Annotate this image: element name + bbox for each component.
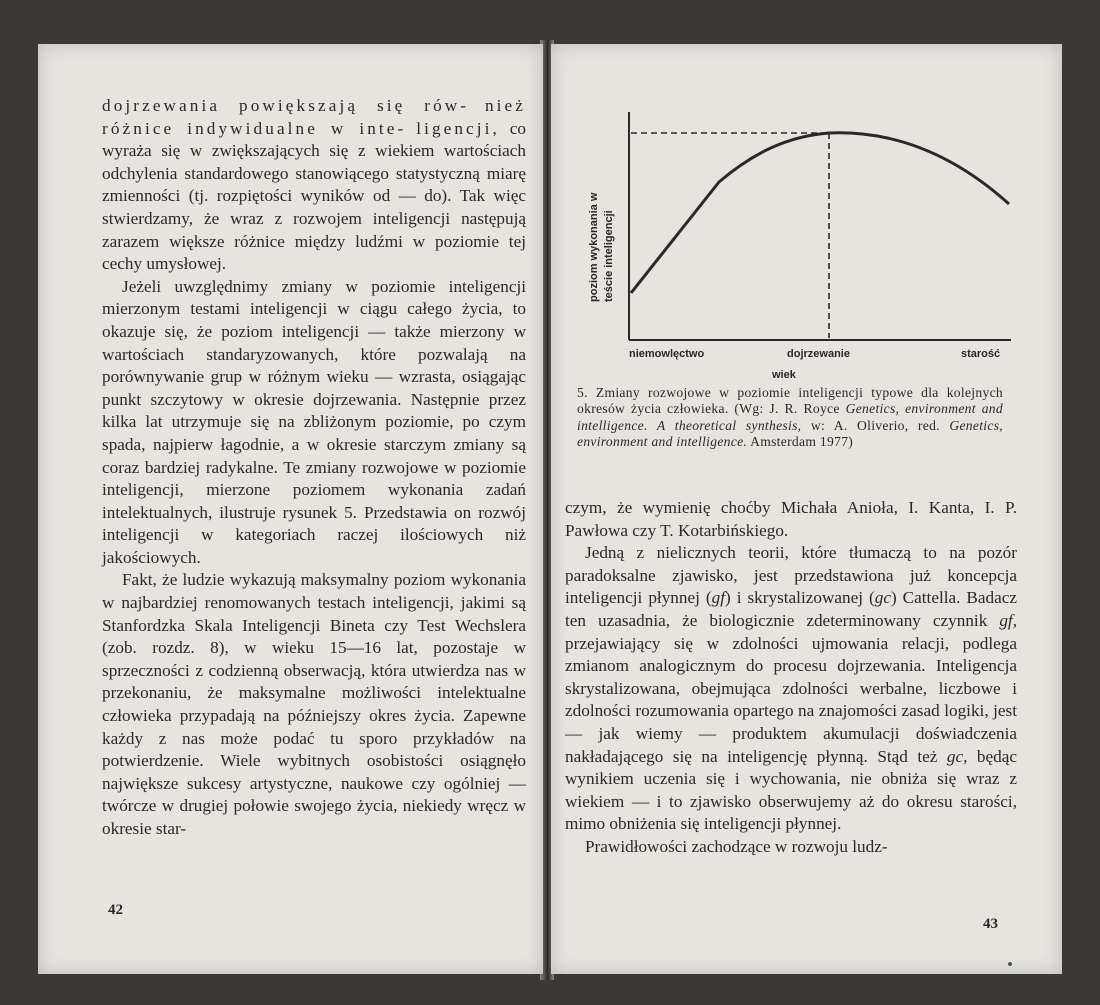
right-paragraph-2 [565, 542, 1017, 836]
y-axis-label-line-1: poziom wykonania w [588, 192, 600, 302]
symbol-gc-2: gc [946, 746, 964, 766]
right-paragraph-2-e: , będąc wynikiem uczenia się i wychowania, nie obniża się wraz z wiekiem — i to zjawisko obserwujemy aż do okresu starości, mimo obniżenia się inteligencji płynnej. [565, 746, 1017, 834]
spaced-text-line-3: ligencji, [416, 118, 500, 138]
caption-prefix: 5. Zmiany rozwojowe w poziomie inteligencji typowe dla kolejnych okresów życia człowieka. (Wg: J. R. Royce [577, 385, 1003, 417]
right-paragraph-2-a: Jedną z nielicznych teorii, które tłumaczą to na pozór paradoksalne zjawisko, jest przedstawiona już koncepcja inteligencji płynnej ( [565, 543, 1017, 608]
left-paragraph-3: Fakt, że ludzie wykazują maksymalny poziom wykonania w najbardziej renomowanych testach inteligencji, jakimi są Stanfordzka Skala Inteligencji Bineta czy Test Wechslera (zob. rozdz. 8), w wieku 15—16 lat, pozostaje w sprzeczności z codzienną obserwacją, która utwierdza nas w przekonaniu, że maksymalne możliwości intelektualne człowieka przypadają na późniejszy okres życia. Zapewne każdy z nas może podać tu sporo przykładów na potwierdzenie. Wiele wybitnych osobistości osiągnęło największe sukcesy artystyczne, naukowe czy ogólniej — twórcze w drugiej połowie swojego życia, niekiedy wręcz w okresie star- [102, 570, 526, 838]
left-paragraph-1 [102, 95, 526, 276]
right-paragraph-2-c: ) Cattella. Badacz ten uzasadnia, że biologicznie zdeterminowany czynnik [565, 588, 1017, 630]
intelligence-curve [631, 133, 1009, 293]
caption-suffix: Amsterdam 1977) [747, 433, 854, 449]
right-paragraph-3: Prawidłowości zachodzące w rozwoju ludz- [585, 836, 888, 856]
left-paragraph-2: Jeżeli uwzględnimy zmiany w poziomie inteligencji mierzonym testami inteligencji w ciągu całego życia, to okazuje się, że poziom inteligencji — także mierzony w wartościach standaryzowanych, które pozwalają na porównywanie grup w różnym wieku — wzrasta, osiągając punkt szczytowy w okresie dojrzewania. Następnie przez kilka lat utrzymuje się na zbliżonym poziomie, po czym spada, najpierw łagodnie, a w okresie starczym zmiany są coraz bardziej radykalne. Te zmiany rozwojowe w poziomie inteligencji, mierzone poziomem wykonania zadań intelektualnych, ilustruje rysunek 5. Przedstawia on rozwój inteligencji w kategoriach raczej ilościowych niż jakościowych. [102, 276, 526, 567]
development-curve-svg [579, 104, 1019, 394]
page-number-right: 43 [983, 916, 998, 932]
caption-title-2: Genetics, environment and intelligence. [577, 417, 1003, 449]
y-axis-label-line-2: teście inteligencji [603, 210, 615, 302]
right-paragraph-2-d: , przejawiający się w zdolności ujmowania relacji, podlega zmianom analogicznym do procesu dojrzewania. Inteligencja skrystalizowana, obejmująca zdolności werbalne, liczbowe i zdolności rozumowania opartego na znajomości zasad logiki, jest — jak wiemy — produktem akumulacji doświadczenia nakładającego się na inteligencję płynną. Stąd też [565, 610, 1017, 766]
left-page-text [102, 95, 526, 841]
right-paragraph-2-b: ) i skrystalizowanej ( [724, 588, 875, 608]
figure-5-chart [579, 104, 1019, 394]
x-axis-label: wiek [772, 369, 796, 381]
symbol-gf-2: gf [999, 610, 1013, 630]
symbol-gc: gc [874, 588, 891, 608]
right-page-text [565, 497, 1017, 859]
spaced-text-line-2: nież różnice indywidualne w inte- [102, 96, 526, 138]
page-number-left: 42 [108, 902, 123, 918]
spaced-text-line-1: dojrzewania powiększają się rów- [102, 96, 470, 115]
x-tick-label-old-age: starość [961, 348, 1001, 360]
left-paragraph-1-rest: co wyraża się w zwiększających się z wiekiem wartościach odchylenia standardowego stanowiącego statystyczną miarę zmienności (tj. rozpiętości wyników od — do). Tak więc stwierdzamy, że wraz z rozwojem inteligencji następują zarazem większe różnice między ludźmi w poziomie tej cechy umysłowej. [102, 118, 526, 274]
right-page [551, 44, 1062, 974]
x-tick-label-infancy: niemowlęctwo [629, 348, 705, 360]
caption-title-1: Genetics, environment and intelligence. A theoretical synthesis, [577, 401, 1003, 433]
caption-middle: w: A. Oliverio, red. [801, 417, 950, 433]
figure-caption [577, 385, 1003, 450]
x-tick-label-adolescence: dojrzewanie [787, 348, 850, 360]
symbol-gf: gf [711, 588, 725, 608]
right-paragraph-1: czym, że wymienię choćby Michała Anioła, I. Kanta, I. P. Pawłowa czy T. Kotarbińskiego. [565, 498, 1017, 540]
left-page [38, 44, 543, 974]
scan-dust-dot [1008, 962, 1012, 966]
